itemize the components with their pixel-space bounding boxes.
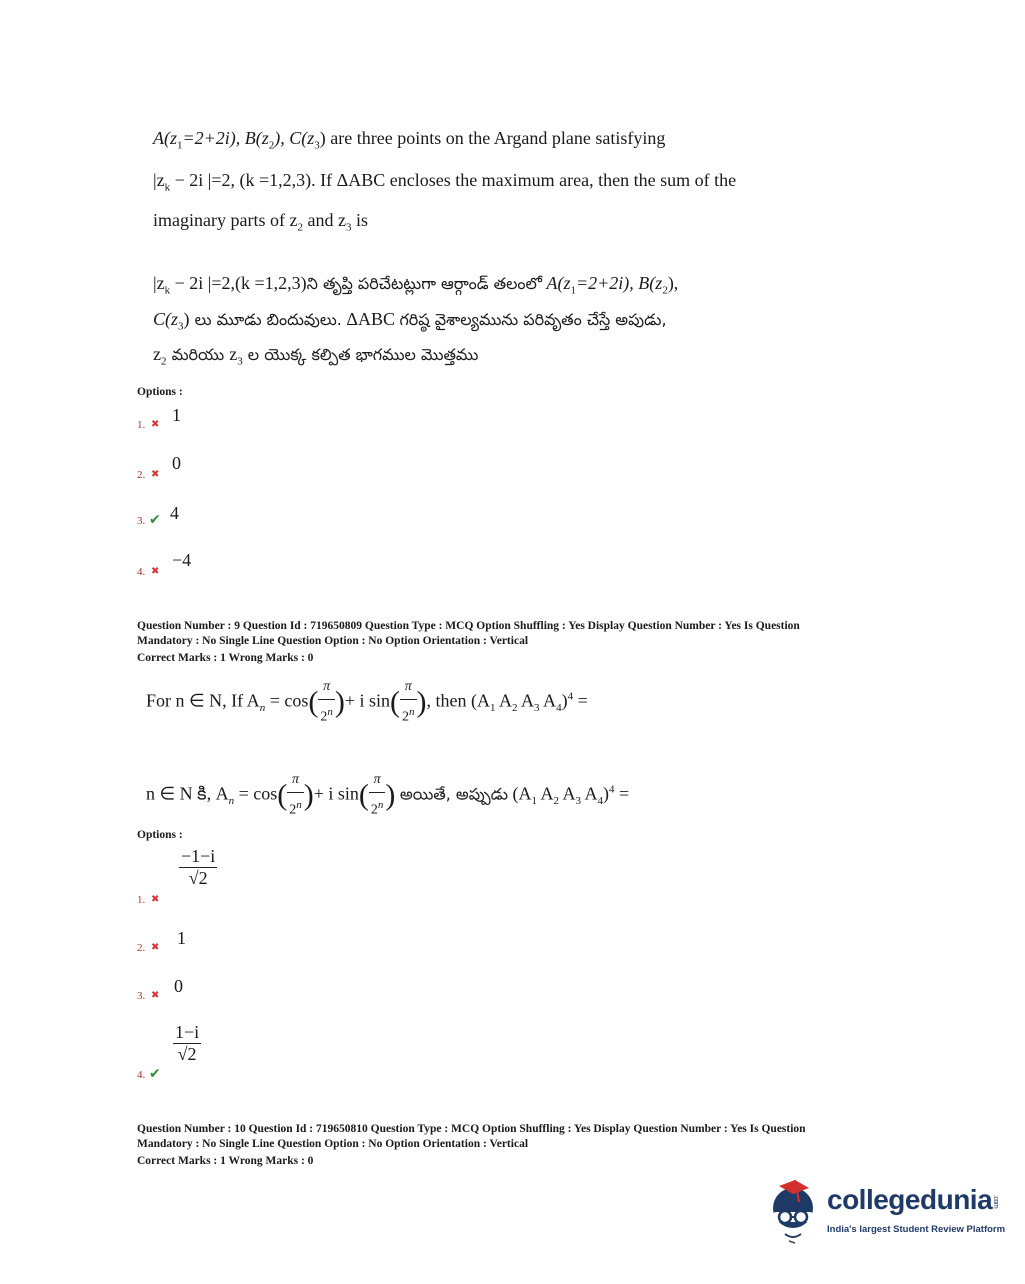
wrong-icon: ✖ — [151, 990, 160, 1001]
wrong-icon: ✖ — [151, 894, 160, 905]
q9-statement-en: For n ∈ N, If $A_n = \cos$( $\frac{\pi}{2^n}$ )+ i sin( $\frac{\pi}{2^n}$ ), then ($A_1$ $A_2$ $A_3$ $A_4)^4$ = — [146, 675, 588, 730]
q8-statement-en-line2: $|z_k - 2i$ |=2, (k =1,2,3). If ΔABC encloses the maximum area, then the sum of the — [153, 170, 737, 194]
wrong-icon: ✖ — [151, 419, 160, 430]
logo-wordmark: collegedunia — [827, 1184, 993, 1215]
q9-meta-line1: Question Number : 9 Question Id : 719650809 Question Type : MCQ Option Shuffling : Yes Display Question Number : Yes Is Question — [137, 620, 800, 632]
q9-meta-line3: Correct Marks : 1 Wrong Marks : 0 — [137, 652, 314, 664]
collegedunia-logo[interactable] — [765, 1178, 1006, 1246]
wrong-icon: ✖ — [151, 942, 160, 953]
logo-suffix: .com — [992, 1195, 1000, 1209]
q9-meta-line2: Mandatory : No Single Line Question Option : No Option Orientation : Vertical — [137, 635, 529, 647]
q9-options-label: Options : — [137, 829, 183, 841]
q8-statement-en-line1: $A(z_1=2+2i)$, $B(z_2)$, $C(z_3)$ are three points on the Argand plane satisfying — [153, 128, 666, 152]
correct-icon: ✔ — [149, 1066, 161, 1082]
q9-statement-te: n ∈ N కి, $A_n = \cos$( $\frac{\pi}{2^n}$ )+ i sin( $\frac{\pi}{2^n}$ ) అయితే, అప్పుడు ($A_1$ $A_2$ $A_3$ $A_4)^4$ = — [146, 768, 629, 823]
correct-icon: ✔ — [149, 512, 161, 528]
q10-meta-line3: Correct Marks : 1 Wrong Marks : 0 — [137, 1155, 314, 1167]
wrong-icon: ✖ — [151, 566, 160, 577]
q8-statement-te-line2: $C(z_3)$ లు మూడు బిందువులు. ΔABC గరిష్ఠ వైశాల్యమును పరివృతం చేస్తే అపుడు, — [153, 309, 667, 333]
q8-options-label: Options : — [137, 386, 183, 398]
mascot-icon — [765, 1178, 825, 1244]
q10-meta-line1: Question Number : 10 Question Id : 719650810 Question Type : MCQ Option Shuffling : Yes Display Question Number : Yes Is Question — [137, 1123, 806, 1135]
q10-meta-line2: Mandatory : No Single Line Question Option : No Option Orientation : Vertical — [137, 1138, 529, 1150]
q8-statement-en-line3: imaginary parts of $z_2$ and $z_3$ is — [153, 210, 368, 234]
wrong-icon: ✖ — [151, 469, 160, 480]
q8-statement-te-line3: $z_2$ మరియు $z_3$ ల యొక్క కల్పిత భాగముల మొత్తము — [153, 344, 479, 368]
q8-statement-te-line1: $|z_k - 2i$ |=2,(k =1,2,3)ని తృప్తి పరిచేటట్లుగా ఆర్గాండ్ తలంలో $A(z_1=2+2i)$, $B(z_2)$, — [153, 273, 679, 297]
logo-tagline: India's largest Student Review Platform — [827, 1224, 1006, 1235]
